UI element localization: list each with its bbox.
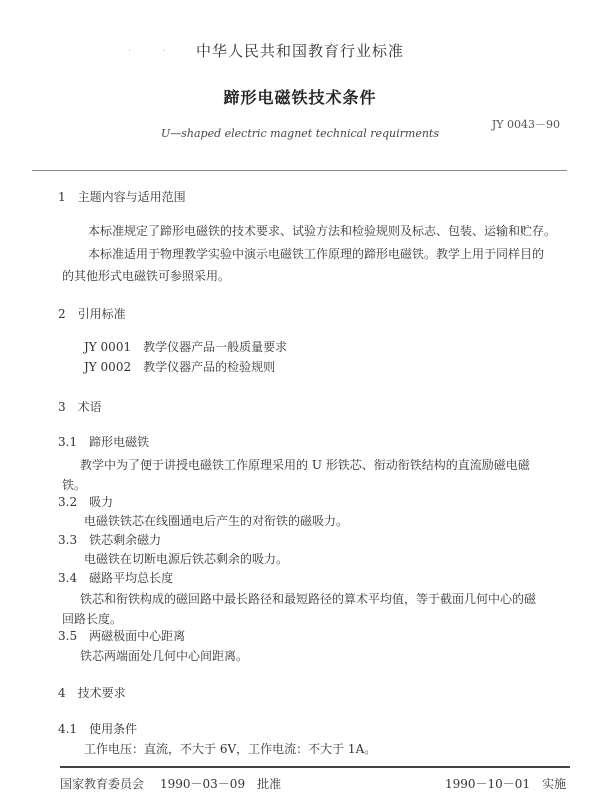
section-1-heading: 1 主题内容与适用范围 xyxy=(58,190,186,204)
term-4-definition-line-2: 回路长度。 xyxy=(62,612,123,626)
term-4-heading: 3.4 磁路平均总长度 xyxy=(58,571,174,585)
term-4-definition-line-1: 铁芯和衔铁构成的磁回路中最长路径和最短路径的算术平均值，等于截面几何中心的磁 xyxy=(80,592,537,606)
term-2-definition: 电磁铁铁芯在线圈通电后产生的对衔铁的磁吸力。 xyxy=(84,514,349,528)
reference-standard-2: JY 0002 教学仪器产品的检验规则 xyxy=(84,360,276,374)
term-5-heading: 3.5 两磁极面中心距离 xyxy=(58,629,186,643)
publisher-line: 中华人民共和国教育行业标准 xyxy=(195,42,404,60)
footer-rule xyxy=(60,766,570,768)
term-2-heading: 3.2 吸力 xyxy=(58,495,114,509)
footer-effective-date: 1990－10－01 实施 xyxy=(445,777,567,791)
section-1-paragraph-2-line-1: 本标准适用于物理教学实验中演示电磁铁工作原理的蹄形电磁铁。教学上用于同样目的 xyxy=(88,247,545,261)
reference-standard-1: JY 0001 教学仪器产品一般质量要求 xyxy=(84,340,288,354)
term-3-definition: 电磁铁在切断电源后铁芯剩余的吸力。 xyxy=(84,552,289,566)
term-1-definition-line-1: 教学中为了便于讲授电磁铁工作原理采用的 U 形铁芯、衔动衔铁结构的直流励磁电磁 xyxy=(80,458,530,472)
term-3-heading: 3.3 铁芯剩余磁力 xyxy=(58,533,162,547)
document-number: JY 0043－90 xyxy=(491,118,560,131)
header-rule xyxy=(32,170,567,171)
footer-approved-date: 1990－03－09 批准 xyxy=(160,777,282,791)
section-4-1-heading: 4.1 使用条件 xyxy=(58,722,138,736)
section-1-paragraph-2-line-2: 的其他形式电磁铁可参照采用。 xyxy=(62,269,231,283)
term-5-definition: 铁芯两端面处几何中心间距离。 xyxy=(80,649,249,663)
footer-issuer: 国家教育委员会 xyxy=(60,777,145,791)
document-title: 蹄形电磁铁技术条件 xyxy=(223,88,377,107)
section-3-heading: 3 术语 xyxy=(58,400,102,414)
english-title: U—shaped electric magnet technical requirments xyxy=(160,127,439,140)
section-4-1-body: 工作电压：直流，不大于 6V，工作电流：不大于 1A。 xyxy=(84,742,377,756)
scan-noise: · · · xyxy=(128,46,214,57)
term-1-definition-line-2: 铁。 xyxy=(62,478,87,492)
section-4-heading: 4 技术要求 xyxy=(58,686,126,700)
term-1-heading: 3.1 蹄形电磁铁 xyxy=(58,435,150,449)
section-1-paragraph-1: 本标准规定了蹄形电磁铁的技术要求、试验方法和检验规则及标志、包装、运输和贮存。 xyxy=(88,224,557,238)
section-2-heading: 2 引用标准 xyxy=(58,307,126,321)
